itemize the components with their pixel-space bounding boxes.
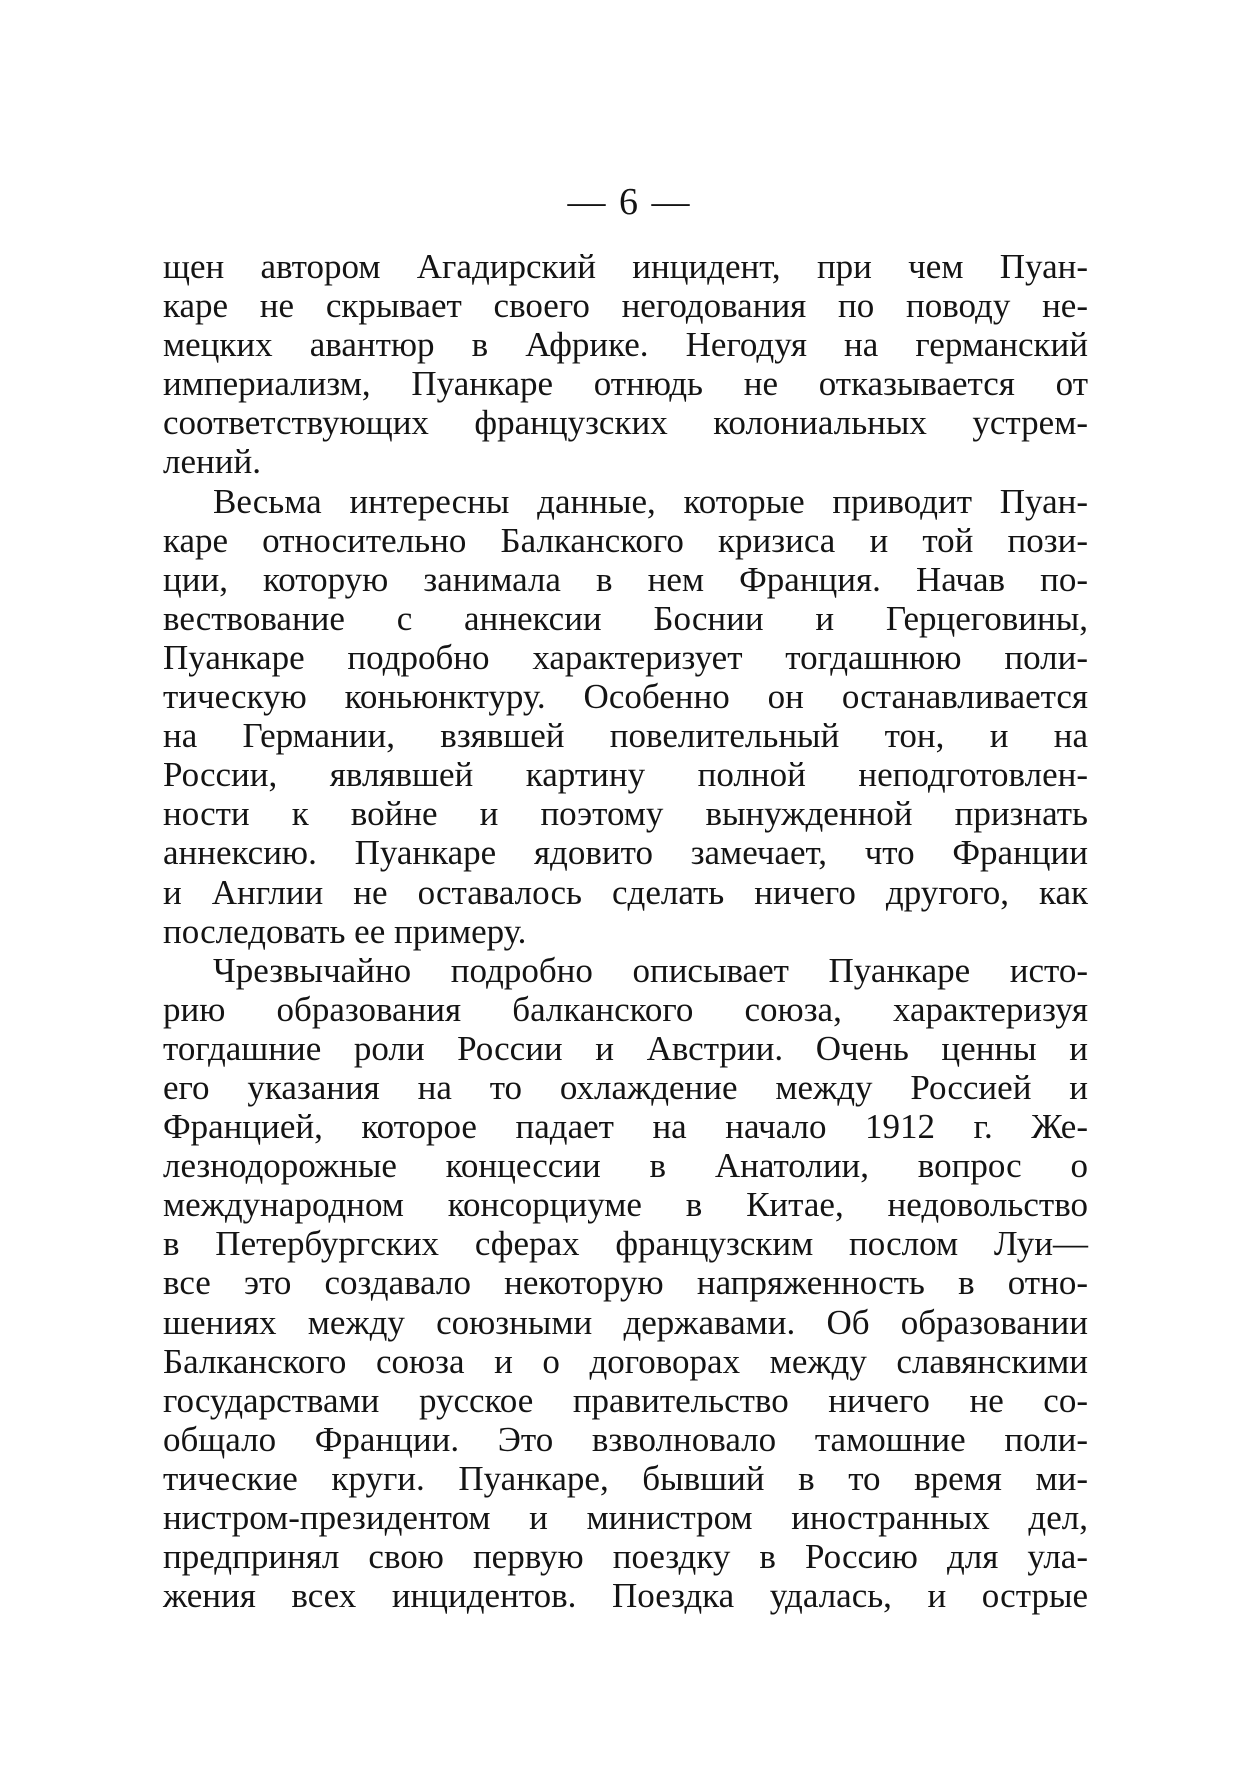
text-line: Чрезвычайно подробно описывает Пуанкаре исто- <box>213 950 1088 990</box>
text-line: тические круги. Пуанкаре, бывший в то время ми- <box>163 1458 1088 1498</box>
text-line: международном консорциуме в Китае, недовольство <box>163 1185 1088 1225</box>
text-line: соответствующих французских колониальных устрем- <box>163 403 1088 443</box>
text-line: аннексию. Пуанкаре ядовито замечает, что Франции <box>163 833 1088 873</box>
text-line: империализм, Пуанкаре отнюдь не отказывается от <box>163 364 1088 404</box>
text-line: нистром-президентом и министром иностранных дел, <box>163 1498 1088 1537</box>
page-number: — 6 — <box>567 181 692 223</box>
text-line: рию образования балканского союза, характеризуя <box>163 989 1088 1029</box>
text-line: лезнодорожные концессии в Анатолии, вопрос о <box>163 1146 1088 1186</box>
text-line: щен автором Агадирский инцидент, при чем Пуан- <box>163 247 1088 286</box>
body-text <box>163 247 1088 1615</box>
text-line: мецких авантюр в Африке. Негодуя на германский <box>163 325 1088 365</box>
paragraph-1 <box>163 247 1088 482</box>
text-line: Пуанкаре подробно характеризует тогдашнюю поли- <box>163 637 1088 677</box>
paragraph-3 <box>163 951 1088 1616</box>
text-line: Весьма интересны данные, которые приводит Пуан- <box>213 481 1088 521</box>
text-line: шениях между союзными державами. Об образовании <box>163 1302 1088 1342</box>
text-line: ции, которую занимала в нем Франция. Начав по- <box>163 559 1088 599</box>
text-line: тогдашние роли России и Австрии. Очень ценны и <box>163 1028 1088 1068</box>
text-line: ности к войне и поэтому вынужденной признать <box>163 794 1088 834</box>
text-line: его указания на то охлаждение между Россией и <box>163 1067 1088 1107</box>
text-line: последовать ее примеру. <box>163 911 527 951</box>
text-line: тическую коньюнктуру. Особенно он останавливается <box>163 677 1088 717</box>
text-line: каре относительно Балканского кризиса и той пози- <box>163 520 1088 560</box>
text-line: на Германии, взявшей повелительный тон, и на <box>163 716 1088 756</box>
text-line: России, являвшей картину полной неподготовлен- <box>163 755 1088 795</box>
text-line: государствами русское правительство ничего не со- <box>163 1380 1088 1420</box>
text-line: и Англии не оставалось сделать ничего другого, как <box>163 872 1088 912</box>
text-line: вествование с аннексии Боснии и Герцеговины, <box>163 598 1088 638</box>
text-line: каре не скрывает своего негодования по поводу не- <box>163 286 1088 326</box>
text-line: Францией, которое падает на начало 1912 г. Же- <box>163 1107 1088 1147</box>
text-line: в Петербургских сферах французским послом Луи— <box>163 1224 1088 1264</box>
text-line: предпринял свою первую поездку в Россию для ула- <box>163 1537 1088 1577</box>
text-line: лений. <box>163 442 261 482</box>
text-line: все это создавало некоторую напряженность в отно- <box>163 1263 1088 1303</box>
text-line: жения всех инцидентов. Поездка удалась, и острые <box>163 1576 1088 1616</box>
text-line: Балканского союза и о договорах между славянскими <box>163 1341 1088 1381</box>
text-line: общало Франции. Это взволновало тамошние поли- <box>163 1419 1088 1459</box>
paragraph-2 <box>163 482 1088 951</box>
